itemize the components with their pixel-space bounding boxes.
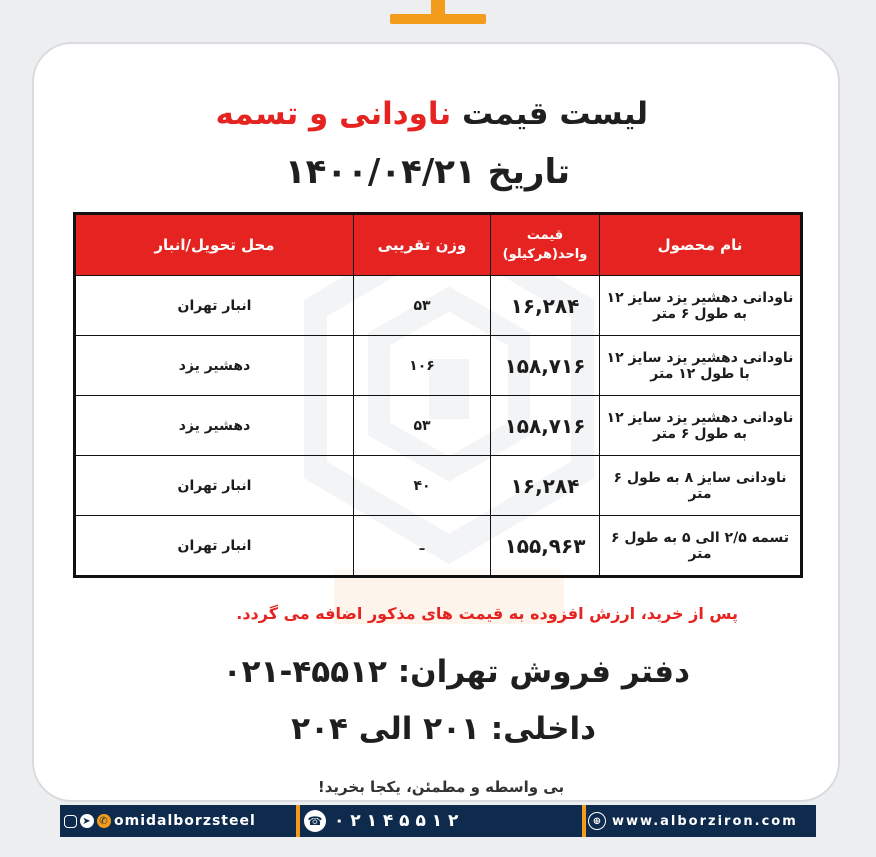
cell-location: دهشیر یزد (75, 336, 354, 396)
website-text: www.alborziron.com (612, 813, 798, 829)
cell-location: انبار تهران (75, 516, 354, 577)
cell-price: ۱۵۸,۷۱۶ (491, 396, 600, 456)
table-row (75, 396, 802, 456)
globe-icon: ⊕ (588, 812, 606, 830)
header-weight: وزن تقریبی (354, 214, 491, 276)
header-price-line2: واحد(هرکیلو) (502, 247, 588, 262)
cell-location: انبار تهران (75, 276, 354, 336)
sales-office-phone: دفتر فروش تهران: ۴۵۵۱۲-۰۲۱ (222, 654, 690, 690)
telegram-icon: ➤ (80, 814, 94, 828)
table-row (75, 516, 802, 577)
cell-location: انبار تهران (75, 456, 354, 516)
title-accent: ناودانی و تسمه (215, 96, 452, 132)
whatsapp-icon: ✆ (97, 814, 111, 828)
phone-number-text: ۰ ۲ ۱ ۴ ۵ ۵ ۱ ۲ (334, 811, 459, 831)
social-handle-link[interactable] (64, 805, 292, 837)
header-price-line1: قیمت (526, 228, 564, 243)
social-handle-text: omidalborzsteel (114, 813, 256, 829)
cell-location: دهشیر یزد (75, 396, 354, 456)
vat-note: پس از خرید، ارزش افزوده به قیمت های مذکور اضافه می گردد. (236, 604, 738, 623)
cell-weight: ۵۳ (354, 276, 491, 336)
cell-price: ۱۵۵,۹۶۳ (491, 516, 600, 577)
website-link[interactable] (588, 805, 814, 837)
internal-extensions: داخلی: ۲۰۱ الی ۲۰۴ (291, 711, 596, 747)
cell-product: ناودانی سایز ۸ به طول ۶ متر (600, 456, 802, 516)
cell-weight: ـ (354, 516, 491, 577)
phone-icon: ☎ (304, 810, 326, 832)
cell-weight: ۱۰۶ (354, 336, 491, 396)
slogan: بی واسطه و مطمئن، یکجا بخرید! (317, 778, 565, 796)
footer-separator (582, 805, 586, 837)
table-row (75, 336, 802, 396)
footer-separator (296, 805, 300, 837)
cell-price: ۱۵۸,۷۱۶ (491, 336, 600, 396)
cell-price: ۱۶,۲۸۴ (491, 276, 600, 336)
cell-weight: ۴۰ (354, 456, 491, 516)
phone-link[interactable] (304, 805, 580, 837)
table-row (75, 456, 802, 516)
price-table (73, 212, 803, 578)
cell-price: ۱۶,۲۸۴ (491, 456, 600, 516)
cell-weight: ۵۳ (354, 396, 491, 456)
cell-product: تسمه ۲/۵ الی ۵ به طول ۶ متر (600, 516, 802, 577)
table-row (75, 276, 802, 336)
header-price (491, 214, 600, 276)
header-product: نام محصول (600, 214, 802, 276)
header-location: محل تحویل/انبار (75, 214, 354, 276)
cell-product: ناودانی دهشیر یزد سایز ۱۲ با طول ۱۲ متر (600, 336, 802, 396)
ornament-bar (390, 14, 486, 24)
top-ornament (0, 0, 876, 40)
contact-footer (60, 805, 816, 837)
instagram-icon (64, 815, 77, 828)
cell-product: ناودانی دهشیر یزد سایز ۱۲ به طول ۶ متر (600, 276, 802, 336)
price-date: تاریخ ۱۴۰۰/۰۴/۲۱ (284, 152, 570, 192)
table-header-row (75, 214, 802, 276)
price-list-card (32, 42, 840, 802)
page-title: لیست قیمت ناودانی و تسمه (215, 96, 648, 132)
cell-product: ناودانی دهشیر یزد سایز ۱۲ به طول ۶ متر (600, 396, 802, 456)
